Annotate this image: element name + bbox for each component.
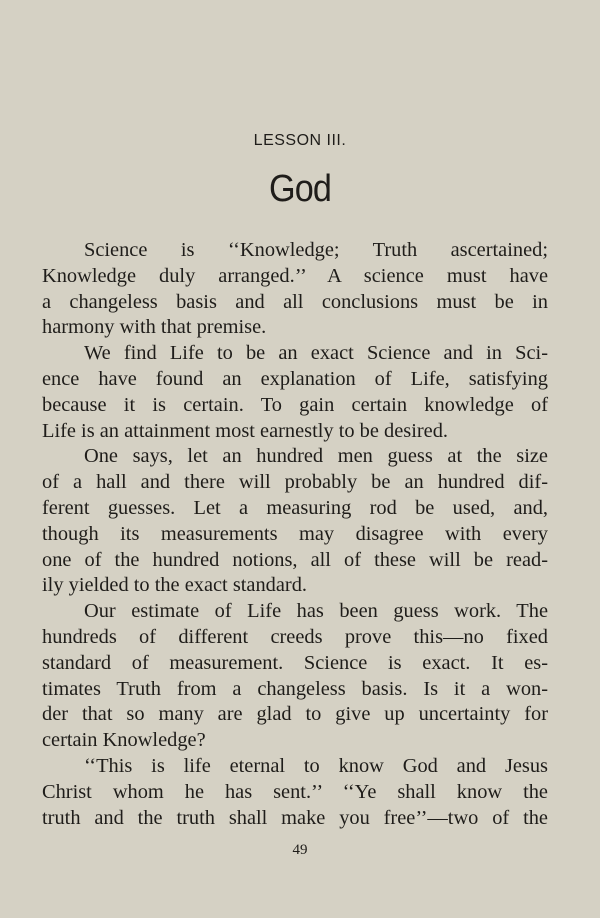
text-line: of a hall and there will probably be an hundred dif-: [42, 471, 548, 494]
text-line: One says, let an hundred men guess at the size: [84, 445, 548, 468]
page-number: 49: [292, 842, 308, 858]
lesson-heading: LESSON III.: [253, 132, 347, 149]
text-line: Knowledge duly arranged.’’ A science must have: [42, 264, 548, 287]
text-line: Our estimate of Life has been guess work. The: [84, 600, 548, 623]
text-line: der that so many are glad to give up uncertainty for: [42, 703, 548, 726]
text-line: a changeless basis and all conclusions must be in: [42, 290, 548, 313]
text-line: certain Knowledge?: [42, 729, 206, 752]
text-line: timates Truth from a changeless basis. Is it a won-: [42, 677, 548, 700]
text-line: ‘‘This is life eternal to know God and Jesus: [84, 754, 548, 777]
body-text: [42, 238, 548, 831]
text-line: Life is an attainment most earnestly to be desired.: [42, 419, 448, 442]
text-line: Science is ‘‘Knowledge; Truth ascertained;: [84, 239, 548, 261]
text-line: ferent guesses. Let a measuring rod be used, and,: [42, 496, 548, 519]
text-line: because it is certain. To gain certain knowledge of: [42, 393, 548, 416]
text-line: Christ whom he has sent.’’ ‘‘Ye shall know the: [42, 780, 548, 803]
text-line: ence have found an explanation of Life, satisfying: [42, 367, 548, 390]
text-line: harmony with that premise.: [42, 316, 267, 339]
text-line: We find Life to be an exact Science and in Sci-: [84, 342, 548, 365]
text-line: truth and the truth shall make you free’’—two of the: [42, 806, 548, 829]
text-line: though its measurements may disagree with every: [42, 522, 548, 545]
text-line: one of the hundred notions, all of these will be read-: [42, 548, 548, 571]
text-line: ily yielded to the exact standard.: [42, 574, 307, 597]
text-line: hundreds of different creeds prove this—no fixed: [42, 625, 548, 648]
text-line: standard of measurement. Science is exact. It es-: [42, 651, 548, 674]
chapter-title: God: [269, 168, 331, 210]
